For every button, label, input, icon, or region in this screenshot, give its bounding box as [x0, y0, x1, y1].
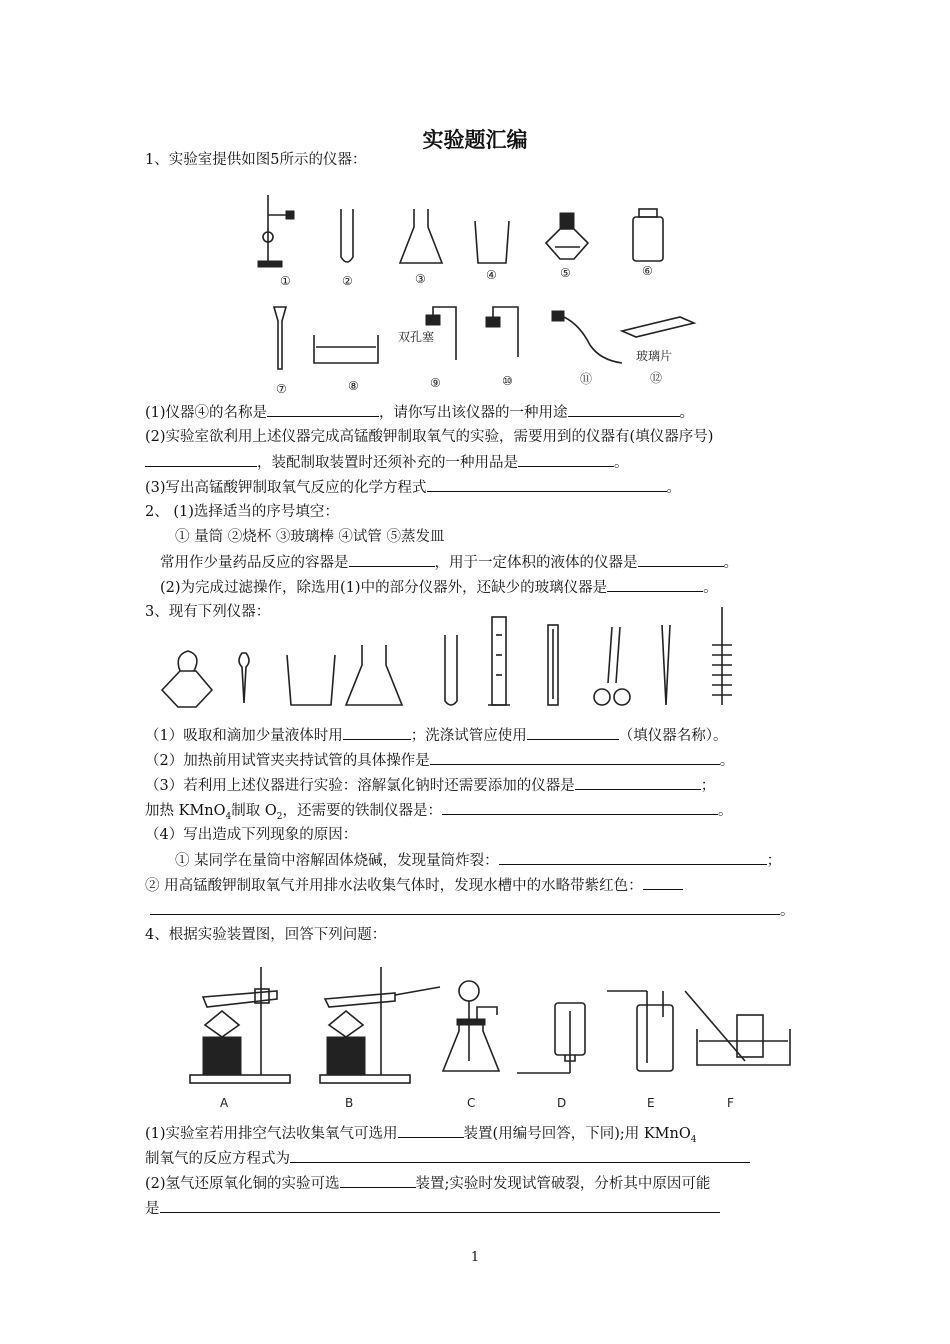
q3-part3-line2: 加热 KMnO$_4$制取 $O_2$，还需要的铁制仪器是： 。 — [145, 800, 732, 827]
q3-blank-iron[interactable] — [442, 800, 718, 815]
q3-stem: 3、现有下列仪器： — [145, 604, 271, 620]
apparatus-e — [607, 991, 673, 1071]
q4-part1-line2: 制氧气的反应方程式为 — [145, 1148, 750, 1169]
water-trough-drawing — [314, 335, 378, 363]
q4-part2-line1: (2)氢气还原氧化铜的实验可选 装置;实验时发现试管破裂，分析其中原因可能 — [145, 1173, 710, 1194]
q4-blank-reason[interactable] — [160, 1198, 720, 1213]
fig-label-11: ⑪ — [580, 372, 593, 386]
q3-part4-2: ② 用高锰酸钾制取氧气并用排水法收集气体时，发现水槽中的水略带紫红色： — [145, 875, 683, 896]
rubber-tube-drawing — [552, 311, 622, 363]
fig-label-8: ⑧ — [348, 379, 359, 393]
beaker-drawing — [475, 221, 509, 263]
q4-blank-equation[interactable] — [290, 1148, 750, 1163]
conical-flask-drawing — [400, 209, 442, 263]
q1-blank-supply[interactable] — [518, 452, 614, 467]
fig-label-6: ⑥ — [642, 264, 653, 278]
fig-label-4: ④ — [486, 268, 497, 282]
q3-part1: （1）吸取和滴加少量液体时用 ；洗涤试管应使用 （填仪器名称）。 — [145, 725, 727, 746]
alcohol-lamp-drawing — [546, 213, 588, 259]
q3-part4: （4）写出造成下列现象的原因： — [145, 827, 358, 843]
fig-label-1: ① — [280, 274, 291, 288]
q4-apparatus-figure — [185, 965, 800, 1115]
fig-label-9: ⑨ — [430, 376, 441, 390]
q1-part2-line2: ，装配制取装置时还须补充的一种用品是 。 — [145, 452, 629, 473]
q1-blank-instruments[interactable] — [145, 452, 257, 467]
q3-blank-holder[interactable] — [430, 750, 720, 765]
fig-label-5: ⑤ — [560, 266, 571, 280]
q1-blank-use[interactable] — [568, 402, 680, 417]
q1-part2-line1: (2)实验室欲利用上述仪器完成高锰酸钾制取氧气的实验，需要用到的仪器有(填仪器序号) — [145, 429, 714, 445]
fig-label-12: ⑫ — [650, 371, 663, 385]
q3-part2: （2）加热前用试管夹夹持试管的具体操作是 。 — [145, 750, 734, 771]
q1-blank-name[interactable] — [267, 402, 379, 417]
fig-label-7: ⑦ — [276, 382, 287, 396]
q4-label-e: E — [647, 1096, 655, 1110]
q3-blank-brush[interactable] — [527, 725, 619, 740]
q3-part4-1: ① 某同学在量筒中溶解固体烧碱，发现量筒炸裂： ； — [175, 850, 781, 871]
apparatus-a — [190, 967, 290, 1083]
apparatus-d — [517, 1003, 585, 1073]
q1-part1: (1)仪器④的名称是 ，请你写出该仪器的一种用途 。 — [145, 402, 694, 423]
q4-stem: 4、根据实验装置图，回答下列问题： — [145, 927, 387, 943]
page-title: 实验题汇编 — [422, 128, 528, 152]
double-hole-stopper-drawing — [398, 307, 456, 360]
q4-blank-collect[interactable] — [398, 1123, 464, 1138]
q3-part4-2-cont: 。 — [150, 900, 795, 921]
apparatus-c — [443, 981, 499, 1071]
q4-part1-line1: (1)实验室若用排空气法收集氧气可选用 装置(用编号回答，下同);用 KMnO$_4$ — [145, 1123, 697, 1150]
glass-slide-drawing — [622, 317, 694, 363]
q3-blank-dropper[interactable] — [343, 725, 411, 740]
funnel-drawing — [274, 307, 286, 369]
q4-label-a: A — [220, 1096, 229, 1110]
q1-stem: 1、实验室提供如图5所示的仪器： — [145, 152, 367, 168]
fig-label-3: ③ — [415, 272, 426, 286]
q2-stem: 2、 (1)选择适当的序号填空： — [145, 504, 339, 520]
tag-glass-slide: 玻璃片 — [636, 349, 673, 363]
q4-label-b: B — [345, 1096, 354, 1110]
q4-part2-line2: 是 — [145, 1198, 720, 1219]
q1-part3: (3)写出高锰酸钾制取氧气反应的化学方程式 。 — [145, 477, 681, 498]
tag-double-hole: 双孔塞 — [398, 330, 435, 344]
q2-blank-container[interactable] — [349, 552, 435, 567]
q2-options: ① 量筒 ②烧杯 ③玻璃棒 ④试管 ⑤蒸发皿 — [175, 529, 445, 545]
q2-line2: (2)为完成过滤操作，除选用(1)中的部分仪器外，还缺少的玻璃仪器是 。 — [160, 577, 718, 598]
q2-blank-glass[interactable] — [607, 577, 703, 592]
q4-label-d: D — [557, 1096, 567, 1110]
page-number: 1 — [470, 1250, 480, 1265]
q2-line1: 常用作少量药品反应的容器是 ，用于一定体积的液体的仪器是 。 — [160, 552, 738, 573]
reagent-bottle-drawing — [633, 209, 663, 261]
q3-instrument-figure — [150, 605, 770, 715]
q3-blank-purple-water[interactable] — [643, 875, 683, 890]
fig-label-2: ② — [342, 274, 353, 288]
apparatus-f — [685, 991, 790, 1065]
apparatus-b — [320, 967, 440, 1083]
q4-label-f: F — [727, 1096, 734, 1110]
q3-blank-purple-water-cont[interactable] — [150, 900, 780, 915]
q4-label-c: C — [467, 1096, 476, 1110]
q3-part3-line1: （3）若利用上述仪器进行实验：溶解氯化钠时还需要添加的仪器是 ； — [145, 775, 715, 796]
q4-blank-device[interactable] — [340, 1173, 416, 1188]
test-tube-drawing — [341, 209, 353, 262]
iron-stand-drawing — [258, 195, 294, 267]
stopper-bent-tube-drawing — [486, 307, 518, 357]
q1-blank-equation[interactable] — [427, 477, 667, 492]
q3-blank-dissolve[interactable] — [575, 775, 701, 790]
q3-blank-cylinder-crack[interactable] — [499, 850, 767, 865]
q2-blank-measure[interactable] — [638, 552, 724, 567]
q1-instrument-figure — [250, 185, 700, 400]
fig-label-10: ⑩ — [502, 374, 513, 388]
